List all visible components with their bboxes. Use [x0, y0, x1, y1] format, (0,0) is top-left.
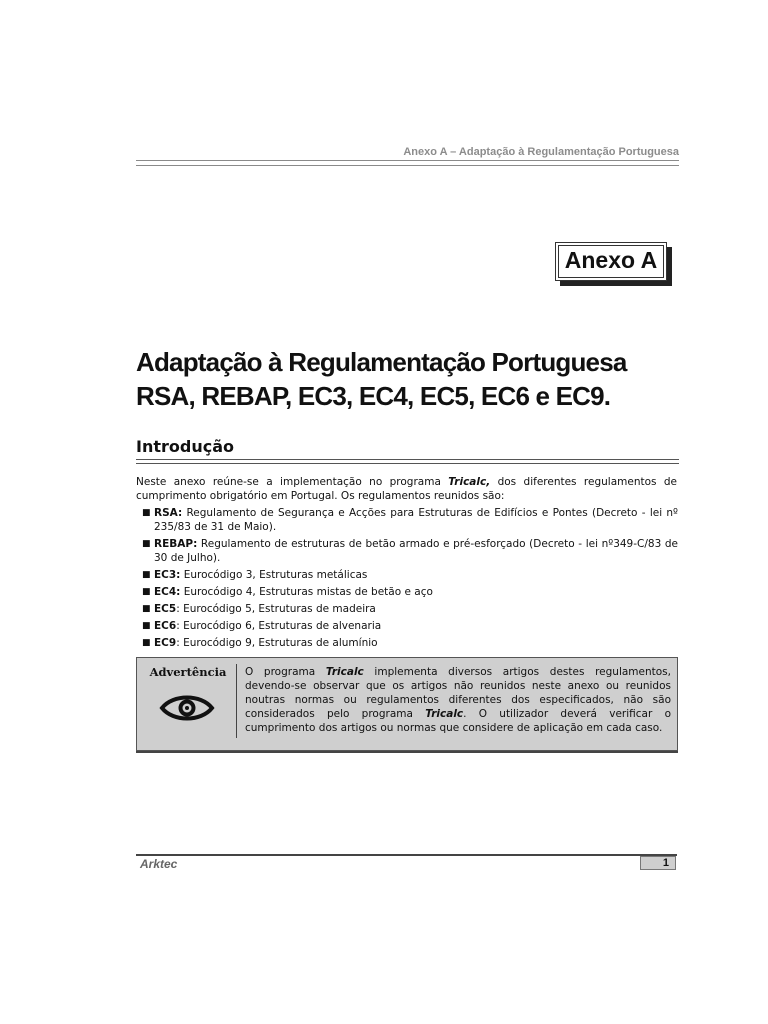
regulation-code: EC4: [154, 586, 181, 598]
regulation-code: RSA: [154, 507, 183, 519]
program-name: Tricalc [325, 666, 364, 678]
footer-brand: Arktec [140, 857, 178, 871]
footer-rule [136, 854, 677, 856]
page-number: 1 [640, 856, 676, 870]
list-item [142, 619, 678, 633]
list-item [142, 537, 678, 565]
program-name: Tricalc, [448, 476, 491, 488]
section-rule [136, 459, 679, 464]
warning-divider [236, 664, 237, 738]
regulations-list [142, 506, 678, 653]
bullet-icon: ■ [142, 587, 151, 597]
intro-text-b: dos diferentes regulamentos de cumprimento obrigatório em Portugal. Os regulamentos reunidos são: [136, 476, 677, 502]
warning-text-c: . O utilizador deverá verificar o cumprimento dos artigos ou normas que considere de aplicação em cada caso. [245, 708, 671, 734]
title-line-2: RSA, REBAP, EC3, EC4, EC5, EC6 e EC9. [136, 381, 611, 411]
warning-text [245, 665, 671, 735]
bullet-icon: ■ [142, 604, 151, 614]
bullet-icon: ■ [142, 539, 151, 549]
regulation-text: : Eurocódigo 6, Estruturas de alvenaria [176, 620, 382, 632]
page-title [136, 345, 696, 413]
header-rule [136, 160, 679, 166]
list-item [142, 506, 678, 534]
warning-callout [136, 657, 678, 751]
regulation-code: EC5 [154, 603, 177, 615]
running-header: Anexo A – Adaptação à Regulamentação Portuguesa [403, 146, 679, 158]
regulation-text: : Eurocódigo 5, Estruturas de madeira [176, 603, 376, 615]
intro-paragraph [136, 475, 677, 503]
regulation-text: : Eurocódigo 9, Estruturas de alumínio [176, 637, 378, 649]
section-heading-introducao: Introdução [136, 437, 234, 456]
regulation-code: EC6 [154, 620, 177, 632]
regulation-text: Eurocódigo 4, Estruturas mistas de betão e aço [180, 586, 433, 598]
bullet-icon: ■ [142, 638, 151, 648]
regulation-code: REBAP: [154, 538, 198, 550]
title-line-1: Adaptação à Regulamentação Portuguesa [136, 347, 627, 377]
bullet-icon: ■ [142, 508, 151, 518]
intro-text-a: Neste anexo reúne-se a implementação no programa [136, 476, 449, 488]
annex-label-box [555, 242, 667, 281]
warning-text-a: O programa [245, 666, 326, 678]
warning-label: Advertência [149, 665, 227, 679]
list-item [142, 568, 678, 582]
bullet-icon: ■ [142, 621, 151, 631]
warning-text-b: implementa diversos artigos destes regulamentos, devendo-se observar que os artigos não reunidos neste anexo ou reunidos noutras normas ou regulamentos diferentes dos especificados, não são considerados pelo programa [245, 666, 671, 720]
regulation-text: Eurocódigo 3, Estruturas metálicas [180, 569, 368, 581]
regulation-code: EC3: [154, 569, 181, 581]
list-item [142, 585, 678, 599]
eye-icon [159, 692, 215, 724]
regulation-code: EC9 [154, 637, 177, 649]
bullet-icon: ■ [142, 570, 151, 580]
annex-label: Anexo A [564, 247, 658, 273]
list-item [142, 636, 678, 650]
regulation-text: Regulamento de estruturas de betão armado e pré-esforçado (Decreto - lei nº349-C/83 de 30 de Julho). [154, 538, 678, 564]
regulation-text: Regulamento de Segurança e Acções para Estruturas de Edifícios e Pontes (Decreto - lei nº 235/83 de 31 de Maio). [154, 507, 678, 533]
program-name: Tricalc [425, 708, 464, 720]
list-item [142, 602, 678, 616]
